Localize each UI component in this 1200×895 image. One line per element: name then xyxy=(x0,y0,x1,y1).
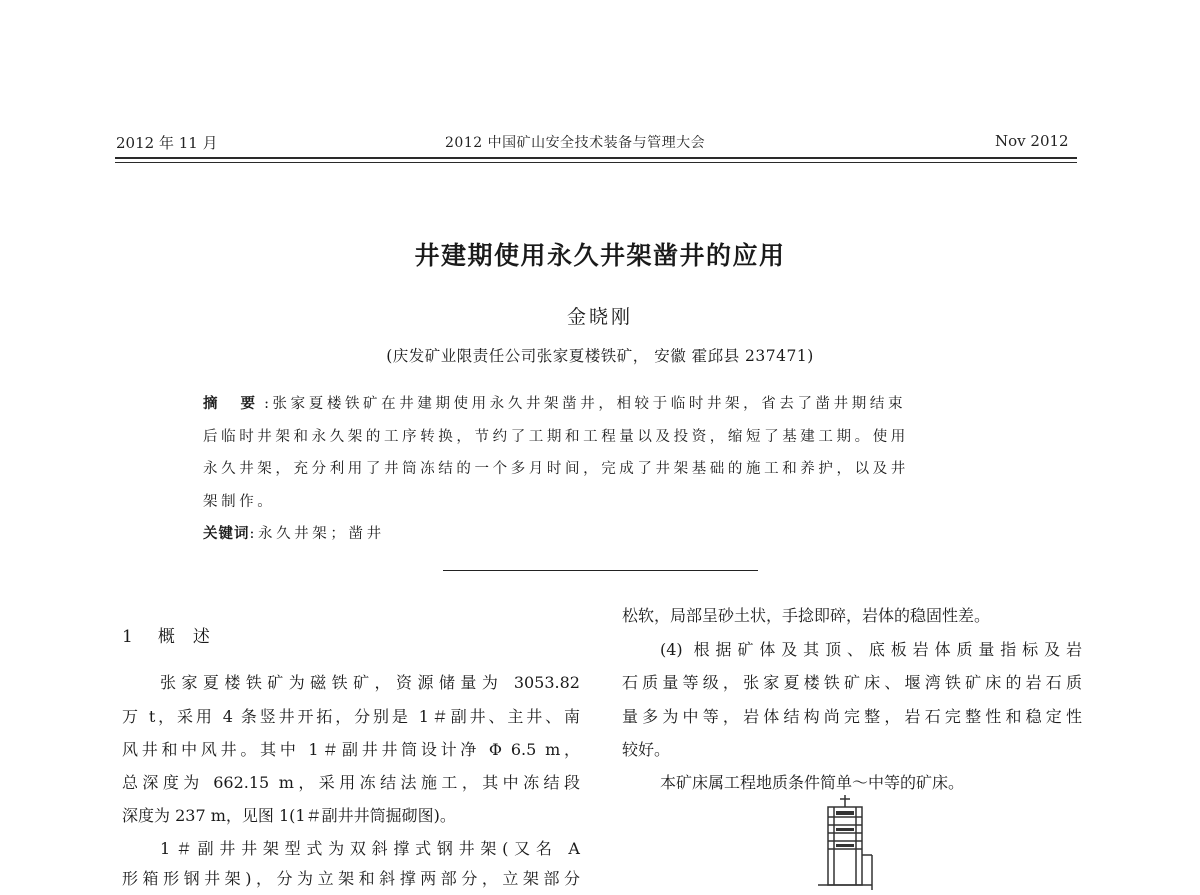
paper-title: 井建期使用永久井架凿井的应用 xyxy=(414,241,786,270)
abstract-text: :张家夏楼铁矿在井建期使用永久井架凿井，相较于临时井架，省去了凿井期结束 xyxy=(264,396,907,412)
right-column-line: 松软，局部呈砂土状，手捻即碎，岩体的稳固性差。 xyxy=(622,606,991,625)
section-title: 概述 xyxy=(157,627,228,647)
abstract-line xyxy=(203,392,906,413)
abstract-label: 摘 要 xyxy=(203,395,265,412)
header-date: 2012 年 11 月 xyxy=(116,134,218,152)
keywords-text: :永久井架；凿井 xyxy=(249,526,385,542)
left-column-line: 万 t，采用 4 条竖井开拓，分别是 1＃副井、主井、南 xyxy=(122,707,580,726)
paper-author: 金晓刚 xyxy=(566,306,633,328)
left-column-line: 深度为 237 m，见图 1(1＃副井井筒掘砌图)。 xyxy=(122,806,456,825)
left-column-line: 形箱形钢井架)，分为立架和斜撑两部分，立架部分 xyxy=(122,869,580,888)
header-conference: 2012 中国矿山安全技术装备与管理大会 xyxy=(445,135,706,151)
abstract-line: 架制作。 xyxy=(203,494,276,510)
right-column-line: (4) 根据矿体及其顶、底板岩体质量指标及岩 xyxy=(660,640,1082,659)
abstract-divider xyxy=(443,570,758,571)
left-column-line: 张家夏楼铁矿为磁铁矿，资源储量为 3053.82 xyxy=(160,673,580,692)
header-date-en: Nov 2012 xyxy=(995,132,1069,150)
header-rule-thick xyxy=(115,157,1077,159)
right-column-line: 石质量等级，张家夏楼铁矿床、堰湾铁矿床的岩石质 xyxy=(622,673,1082,692)
right-column-line: 本矿床属工程地质条件简单～中等的矿床。 xyxy=(660,773,965,792)
shaft-drawing-figure xyxy=(810,795,880,895)
right-column-line: 较好。 xyxy=(622,740,671,759)
left-column-line: 1＃副井井架型式为双斜撑式钢井架(又名 A xyxy=(160,839,580,858)
abstract-line: 后临时井架和永久架的工序转换，节约了工期和工程量以及投资，缩短了基建工期。使用 xyxy=(203,429,909,445)
keywords-line xyxy=(203,522,385,543)
keywords-label: 关键词 xyxy=(203,525,250,542)
header-rule-thin xyxy=(115,162,1077,163)
right-column-line: 量多为中等，岩体结构尚完整，岩石完整性和稳定性 xyxy=(622,707,1082,726)
section-heading xyxy=(122,622,228,647)
section-number: 1 xyxy=(122,627,134,647)
abstract-line: 永久井架，充分利用了井筒冻结的一个多月时间，完成了井架基础的施工和养护，以及井 xyxy=(203,461,909,477)
left-column-line: 总深度为 662.15 m，采用冻结法施工，其中冻结段 xyxy=(122,773,580,792)
left-column-line: 风井和中风井。其中 1＃副井井筒设计净 Φ 6.5 m， xyxy=(122,740,580,759)
author-affiliation: (庆发矿业限责任公司张家夏楼铁矿， 安徽 霍邱县 237471) xyxy=(386,347,814,365)
